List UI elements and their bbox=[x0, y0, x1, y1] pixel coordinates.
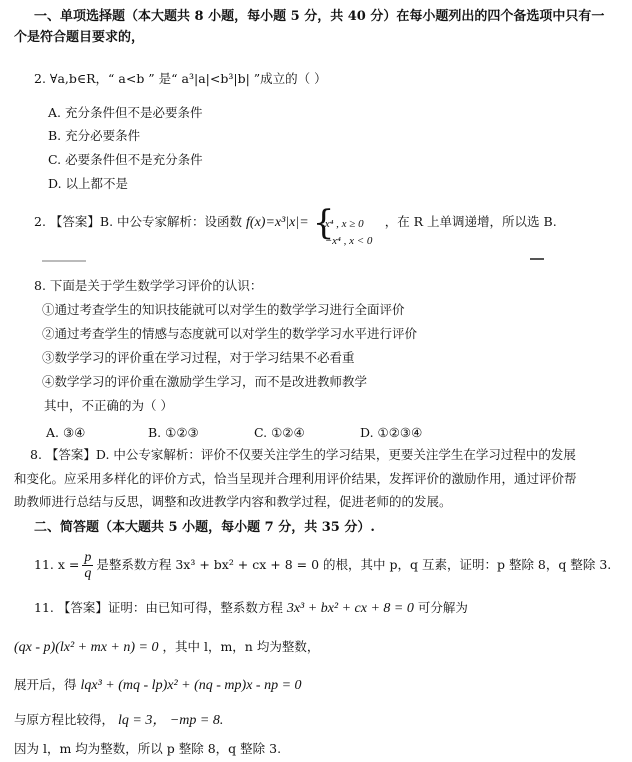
q11-ans1-eq: 3x³ + bx² + cx + 8 = 0 bbox=[286, 601, 414, 616]
q11-answer-line2 bbox=[14, 638, 319, 657]
q11-ans3-eq: lqx³ + (mq - lp)x² + (nq - mp)x - np = 0 bbox=[80, 678, 302, 693]
q8-answer-line1: 8. 【答案】D. 中公专家解析：评价不仅要关注学生的学习结果，更要关注学生在学习过程中的发展 bbox=[30, 447, 576, 462]
q11-frac-num: p bbox=[84, 550, 92, 565]
q11-ans1-prefix: 11. 【答案】证明：由已知可得，整系数方程 bbox=[34, 600, 283, 615]
scan-artifact-left bbox=[42, 260, 86, 262]
q11-ans2-suffix: ，其中 l，m，n 均为整数， bbox=[162, 639, 320, 654]
q2-stem: 2. ∀a,b∈R，“ a<b ” 是“ a³|a|<b³|b| ”成立的（ ） bbox=[34, 71, 327, 86]
q8-option-d: D. ①②③④ bbox=[360, 425, 423, 440]
q11-ans3-prefix: 展开后，得 bbox=[14, 677, 77, 692]
q8-item-4: ④数学学习的评价重在激励学生学习，而不是改进教师教学 bbox=[42, 374, 368, 389]
section1-heading-line1: 一、单项选择题（本大题共 8 小题，每小题 5 分，共 40 分）在每小题列出的四个备选项中只有一 bbox=[34, 9, 605, 24]
q8-item-2: ②通过考查学生的情感与态度就可以对学生的数学学习水平进行评价 bbox=[42, 326, 418, 341]
q11-answer-line4 bbox=[14, 711, 223, 730]
q2-case2: −x⁴ , x < 0 bbox=[324, 234, 373, 247]
q2-option-c: C. 必要条件但不是充分条件 bbox=[48, 152, 203, 167]
q11-answer-line1 bbox=[34, 599, 468, 618]
q11-stem bbox=[34, 548, 611, 582]
q11-answer-line3 bbox=[14, 676, 302, 695]
q11-fraction bbox=[82, 550, 93, 581]
q8-option-a: A. ③④ bbox=[46, 425, 86, 440]
q8-option-b: B. ①②③ bbox=[148, 425, 199, 440]
q2-option-b: B. 充分必要条件 bbox=[48, 128, 141, 143]
q2-option-d: D. 以上都不是 bbox=[48, 176, 129, 191]
section2-heading: 二、简答题（本大题共 5 小题，每小题 7 分，共 35 分）. bbox=[34, 520, 375, 535]
section1-heading-line2: 个是符合题目要求的， bbox=[14, 30, 145, 45]
q11-stem-suffix: 是整系数方程 3x³ + bx² + cx + 8 = 0 的根，其中 p，q 互素，证明：p 整除 8，q 整除 3. bbox=[96, 557, 612, 572]
q11-stem-prefix: 11. x = bbox=[34, 557, 80, 572]
q2-answer-suffix: ，在 R 上单调递增，所以选 B. bbox=[384, 214, 557, 229]
q11-ans2-eq: (qx - p)(lx² + mx + n) = 0 bbox=[14, 640, 159, 655]
scan-artifact-right bbox=[530, 258, 544, 260]
q11-ans4-eq: lq = 3， −mp = 8. bbox=[118, 713, 224, 728]
q8-stem: 8. 下面是关于学生数学学习评价的认识： bbox=[34, 278, 263, 293]
q8-answer-line2: 和变化。应采用多样化的评价方式，恰当呈现并合理利用评价结果，发挥评价的激励作用，通过评价帮 bbox=[14, 471, 577, 486]
q2-piecewise: { x⁴ , x ≥ 0 −x⁴ , x < 0 bbox=[313, 205, 385, 241]
q8-item-1: ①通过考查学生的知识技能就可以对学生的数学学习进行全面评价 bbox=[42, 302, 405, 317]
q2-answer-func: f(x)=x³|x|= bbox=[246, 215, 309, 230]
q8-question: 其中，不正确的为（ ） bbox=[44, 398, 173, 413]
q11-ans1-suffix: 可分解为 bbox=[417, 600, 468, 615]
q11-answer-line5: 因为 l，m 均为整数，所以 p 整除 8，q 整除 3. bbox=[14, 741, 282, 756]
q2-answer bbox=[34, 202, 557, 247]
q11-ans4-prefix: 与原方程比较得， bbox=[14, 712, 115, 727]
q8-item-3: ③数学学习的评价重在学习过程，对于学习结果不必看重 bbox=[42, 350, 355, 365]
q8-answer-line3: 助教师进行总结与反思，调整和改进教学内容和教学过程，促进老师的的发展。 bbox=[14, 494, 452, 509]
q2-answer-prefix: 2. 【答案】B. 中公专家解析：设函数 bbox=[34, 214, 243, 229]
q2-case1: x⁴ , x ≥ 0 bbox=[324, 217, 364, 230]
q11-frac-den: q bbox=[84, 566, 92, 581]
q8-option-c: C. ①②④ bbox=[254, 425, 305, 440]
q2-option-a: A. 充分条件但不是必要条件 bbox=[48, 105, 203, 120]
